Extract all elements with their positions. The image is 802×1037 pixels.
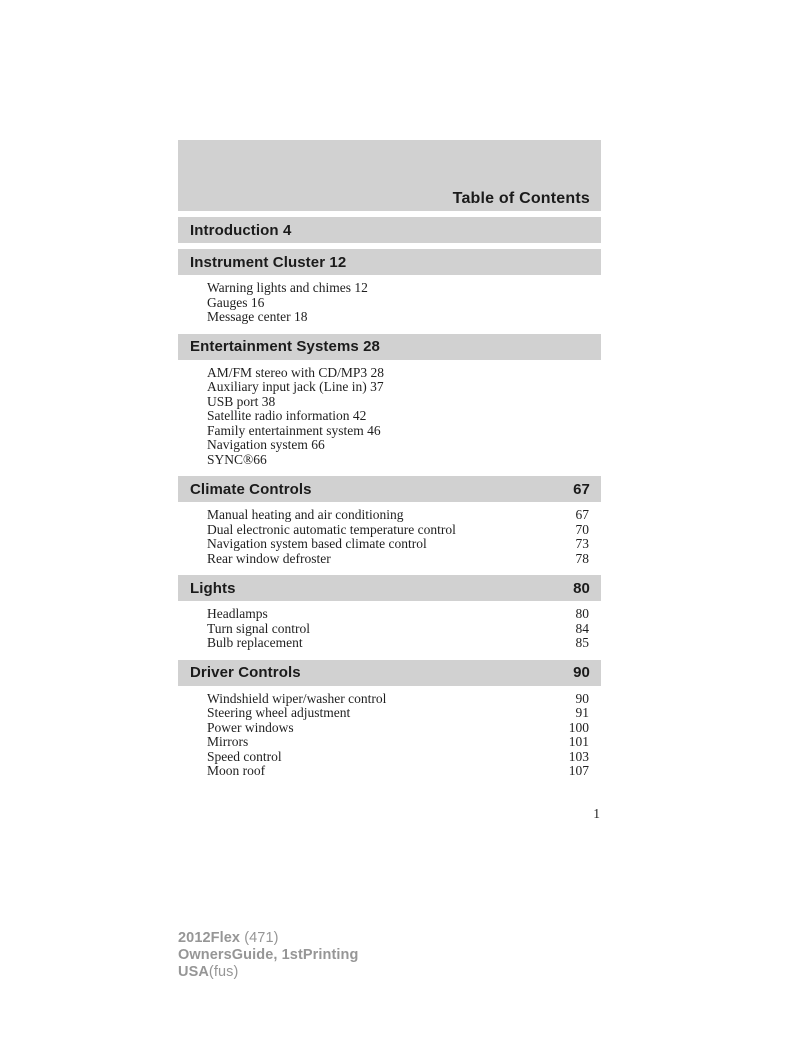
toc-section	[178, 249, 601, 328]
section-title: Introduction 4	[190, 221, 292, 239]
section-item-list	[178, 275, 601, 328]
item-page-number: 85	[575, 635, 589, 650]
section-page-number: 67	[573, 480, 590, 498]
item-label: USB port 38	[207, 393, 276, 409]
list-item	[207, 607, 589, 622]
footer-code: (471)	[240, 930, 279, 946]
list-item	[207, 366, 589, 381]
item-label: Manual heating and air conditioning	[207, 507, 404, 522]
list-item	[207, 523, 589, 538]
item-page-number: 78	[575, 550, 589, 566]
list-item	[207, 310, 589, 325]
section-header-bar	[178, 334, 601, 360]
footer-line-1	[178, 930, 358, 947]
toc-section	[178, 660, 601, 782]
list-item	[207, 409, 589, 424]
item-label: Dual electronic automatic temperature control	[207, 521, 456, 537]
item-page-number: 107	[568, 763, 589, 778]
section-header-bar	[178, 575, 601, 601]
toc-masthead	[178, 140, 601, 211]
section-page-number: 80	[573, 579, 590, 597]
item-label: Speed control	[207, 748, 282, 764]
item-label: Windshield wiper/washer control	[207, 690, 387, 706]
section-header-bar	[178, 249, 601, 275]
section-title: Climate Controls	[190, 480, 312, 498]
list-item	[207, 622, 589, 637]
toc-section	[178, 575, 601, 654]
item-label: Bulb replacement	[207, 635, 303, 650]
list-item	[207, 552, 589, 567]
section-title: Entertainment Systems 28	[190, 338, 380, 355]
item-label: SYNC®66	[207, 451, 267, 467]
list-item	[207, 692, 589, 707]
section-title: Driver Controls	[190, 664, 301, 681]
list-item	[207, 735, 589, 750]
item-label: Satellite radio information 42	[207, 408, 367, 423]
page-title: Table of Contents	[452, 190, 590, 207]
item-page-number: 67	[575, 507, 589, 522]
item-label: Message center 18	[207, 309, 308, 324]
item-page-number: 103	[568, 748, 589, 764]
section-item-list	[178, 502, 601, 569]
section-title: Instrument Cluster 12	[190, 253, 347, 271]
item-label: Family entertainment system 46	[207, 422, 381, 438]
toc-page-content	[178, 140, 601, 782]
toc-sections	[178, 217, 601, 782]
toc-section	[178, 476, 601, 569]
item-page-number: 73	[575, 536, 589, 551]
item-label: Gauges 16	[207, 294, 265, 310]
section-header-bar	[178, 660, 601, 686]
list-item	[207, 636, 589, 651]
list-item	[207, 438, 589, 453]
page-number: 1	[593, 806, 600, 821]
item-label: Navigation system 66	[207, 437, 325, 452]
list-item	[207, 424, 589, 439]
footer-market: (fus)	[208, 964, 239, 980]
list-item	[207, 296, 589, 311]
list-item	[207, 380, 589, 395]
toc-section	[178, 334, 601, 471]
list-item	[207, 764, 589, 779]
item-page-number: 90	[575, 690, 589, 706]
item-label: Navigation system based climate control	[207, 536, 427, 551]
section-item-list	[178, 601, 601, 654]
footer-guide: OwnersGuide, 1stPrinting	[178, 947, 359, 963]
item-label: Rear window defroster	[207, 550, 331, 566]
item-label: Auxiliary input jack (Line in) 37	[207, 379, 384, 394]
footer-line-2	[178, 947, 358, 964]
footer-line-3	[178, 964, 358, 981]
toc-section	[178, 217, 601, 243]
item-page-number: 91	[575, 705, 589, 720]
item-page-number: 101	[568, 734, 589, 749]
item-label: Warning lights and chimes 12	[207, 280, 368, 295]
section-header-bar	[178, 217, 601, 243]
list-item	[207, 721, 589, 736]
section-item-list	[178, 686, 601, 782]
item-label: AM/FM stereo with CD/MP3 28	[207, 364, 385, 380]
item-page-number: 70	[575, 521, 589, 537]
list-item	[207, 395, 589, 410]
list-item	[207, 537, 589, 552]
list-item	[207, 281, 589, 296]
list-item	[207, 508, 589, 523]
list-item	[207, 706, 589, 721]
list-item	[207, 750, 589, 765]
item-page-number: 80	[575, 606, 589, 621]
item-label: Power windows	[207, 719, 294, 735]
list-item	[207, 453, 589, 468]
item-label: Headlamps	[207, 606, 268, 621]
section-item-list	[178, 360, 601, 471]
section-title: Lights	[190, 579, 236, 597]
section-header-bar	[178, 476, 601, 502]
item-page-number: 100	[568, 719, 589, 735]
item-label: Steering wheel adjustment	[207, 705, 351, 720]
section-page-number: 90	[573, 664, 590, 681]
item-label: Moon roof	[207, 763, 266, 778]
footer-model: 2012Flex	[178, 930, 241, 946]
item-label: Turn signal control	[207, 620, 311, 636]
item-page-number: 84	[575, 620, 589, 636]
print-footer	[178, 930, 358, 981]
footer-region: USA	[178, 964, 209, 980]
item-label: Mirrors	[207, 734, 249, 749]
